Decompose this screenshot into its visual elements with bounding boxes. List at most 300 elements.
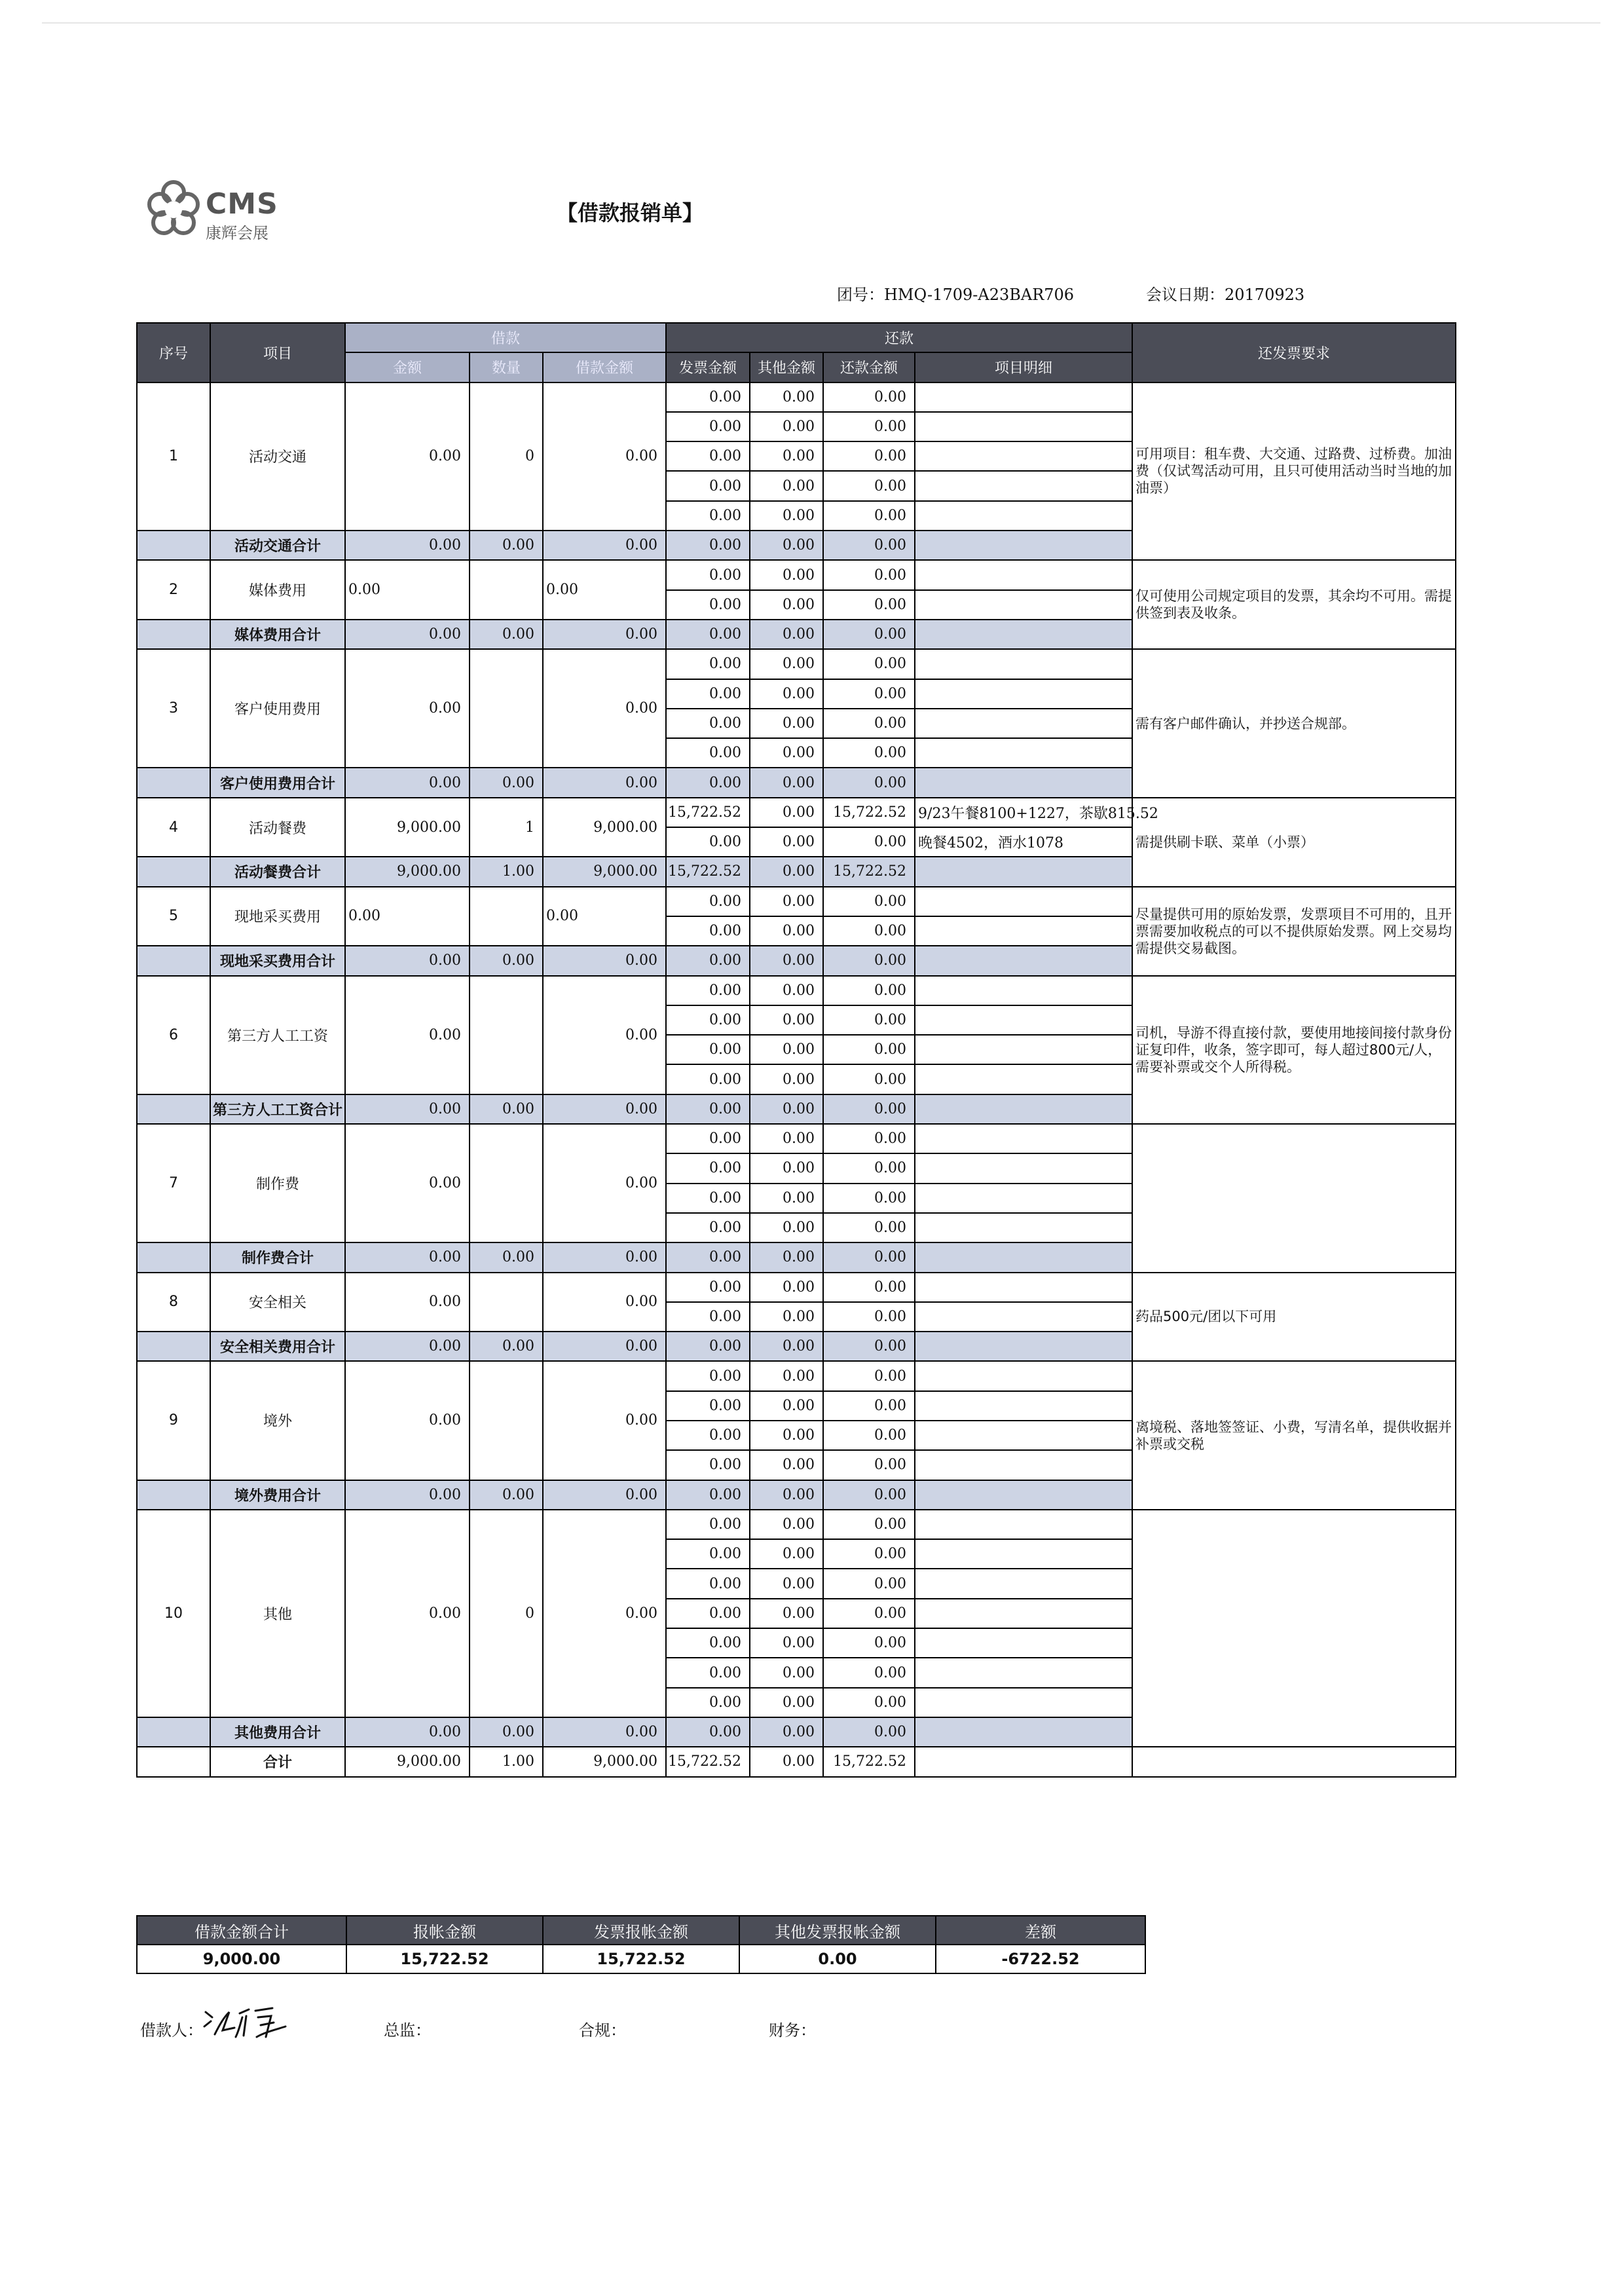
invoice-amount: 0.00	[666, 1273, 750, 1302]
handwritten-signature	[200, 1998, 299, 2043]
loan-amount: 0.00	[345, 1510, 470, 1717]
invoice-amount: 0.00	[666, 1658, 750, 1687]
subtotal-value: 0.00	[345, 946, 470, 975]
table-row	[137, 1124, 1456, 1153]
invoice-amount: 0.00	[666, 1153, 750, 1183]
other-amount: 0.00	[750, 1124, 823, 1153]
subtotal-value: 15,722.52	[666, 857, 750, 886]
repay-amount: 0.00	[823, 738, 915, 768]
other-amount: 0.00	[750, 1273, 823, 1302]
summary-invoice-claim: 15,722.52	[543, 1945, 739, 1973]
other-amount: 0.00	[750, 649, 823, 679]
table-row	[137, 1273, 1456, 1302]
meeting-date	[1146, 282, 1304, 305]
subtotal-value: 0.00	[470, 1242, 543, 1272]
other-amount: 0.00	[750, 1064, 823, 1094]
subtotal-value: 9,000.00	[345, 857, 470, 886]
item-name: 其他	[210, 1510, 345, 1717]
subtotal-value: 0.00	[345, 768, 470, 797]
other-amount: 0.00	[750, 1628, 823, 1658]
expense-table	[136, 322, 1456, 1778]
header-item-detail: 项目明细	[915, 352, 1132, 382]
invoice-amount: 15,722.52	[666, 798, 750, 827]
table-row	[137, 649, 1456, 679]
repay-amount: 0.00	[823, 916, 915, 946]
requirement-note	[1132, 1124, 1456, 1272]
other-amount: 0.00	[750, 916, 823, 946]
subtotal-value: 0.00	[750, 531, 823, 560]
other-amount: 0.00	[750, 441, 823, 471]
subtotal-value: 0.00	[543, 1717, 666, 1747]
grand-total-detail-blank	[915, 1747, 1132, 1776]
summary-header-claim: 报帐金额	[346, 1916, 543, 1945]
row-index: 1	[137, 382, 210, 531]
loan-total: 0.00	[543, 382, 666, 531]
loan-total: 0.00	[543, 1510, 666, 1717]
subtotal-value: 0.00	[666, 1332, 750, 1361]
requirement-note: 仅可使用公司规定项目的发票，其余均不可用。需提供签到表及收条。	[1132, 560, 1456, 649]
invoice-amount: 0.00	[666, 1005, 750, 1035]
table-row	[137, 1361, 1456, 1390]
subtotal-value: 0.00	[823, 1242, 915, 1272]
summary-loan-total: 9,000.00	[137, 1945, 346, 1973]
invoice-amount: 0.00	[666, 1539, 750, 1569]
invoice-amount: 0.00	[666, 827, 750, 857]
subtotal-value: 0.00	[750, 1242, 823, 1272]
invoice-amount: 0.00	[666, 1569, 750, 1598]
loan-total: 0.00	[543, 560, 666, 620]
loan-qty	[470, 1124, 543, 1242]
subtotal-value: 0.00	[666, 1094, 750, 1124]
repay-amount: 15,722.52	[823, 798, 915, 827]
subtotal-blank	[137, 531, 210, 560]
subtotal-value: 0.00	[750, 946, 823, 975]
subtotal-value: 15,722.52	[823, 857, 915, 886]
subtotal-blank	[137, 857, 210, 886]
loan-qty	[470, 1273, 543, 1332]
subtotal-value: 0.00	[345, 1242, 470, 1272]
subtotal-blank	[137, 1717, 210, 1747]
other-amount: 0.00	[750, 827, 823, 857]
item-detail	[915, 1005, 1132, 1035]
repay-amount: 0.00	[823, 1124, 915, 1153]
row-index: 4	[137, 798, 210, 857]
other-amount: 0.00	[750, 679, 823, 709]
loan-total: 0.00	[543, 649, 666, 768]
requirement-note: 需有客户邮件确认，并抄送合规部。	[1132, 649, 1456, 797]
item-detail	[915, 709, 1132, 738]
item-detail: 晚餐4502，酒水1078	[915, 827, 1132, 857]
item-name: 安全相关	[210, 1273, 345, 1332]
header-loan-amount: 金额	[345, 352, 470, 382]
repay-amount: 0.00	[823, 1273, 915, 1302]
invoice-amount: 0.00	[666, 1124, 750, 1153]
subtotal-label: 媒体费用合计	[210, 620, 345, 649]
row-index: 6	[137, 976, 210, 1094]
subtotal-value: 0.00	[543, 1480, 666, 1510]
invoice-amount: 0.00	[666, 679, 750, 709]
logo	[145, 177, 289, 249]
row-index: 3	[137, 649, 210, 768]
item-detail	[915, 560, 1132, 589]
requirement-note: 需提供刷卡联、菜单（小票）	[1132, 798, 1456, 887]
item-detail	[915, 1064, 1132, 1094]
other-amount: 0.00	[750, 709, 823, 738]
subtotal-value: 0.00	[823, 1717, 915, 1747]
item-name: 第三方人工工资	[210, 976, 345, 1094]
invoice-amount: 0.00	[666, 560, 750, 589]
requirement-note: 司机，导游不得直接付款，要使用地接间接付款身份证复印件，收条，签字即可，每人超过800元/人，需要补票或交个人所得税。	[1132, 976, 1456, 1124]
subtotal-detail-blank	[915, 1480, 1132, 1510]
item-detail	[915, 382, 1132, 412]
other-amount: 0.00	[750, 501, 823, 531]
subtotal-blank	[137, 1332, 210, 1361]
loan-total: 0.00	[543, 1273, 666, 1332]
invoice-amount: 0.00	[666, 709, 750, 738]
subtotal-label: 现地采买费用合计	[210, 946, 345, 975]
subtotal-detail-blank	[915, 946, 1132, 975]
invoice-amount: 0.00	[666, 1213, 750, 1242]
other-amount: 0.00	[750, 1302, 823, 1332]
subtotal-value: 0.00	[823, 946, 915, 975]
loan-amount: 0.00	[345, 382, 470, 531]
other-amount: 0.00	[750, 1213, 823, 1242]
row-index: 10	[137, 1510, 210, 1717]
subtotal-value: 0.00	[666, 768, 750, 797]
item-name: 境外	[210, 1361, 345, 1480]
subtotal-value: 0.00	[470, 620, 543, 649]
loan-amount: 0.00	[345, 649, 470, 768]
subtotal-label: 活动餐费合计	[210, 857, 345, 886]
header-repay: 还款	[666, 323, 1132, 352]
item-detail	[915, 590, 1132, 620]
header-item: 项目	[210, 323, 345, 382]
subtotal-value: 0.00	[823, 620, 915, 649]
logo-brand: CMS	[206, 187, 278, 221]
subtotal-value: 0.00	[543, 620, 666, 649]
item-name: 制作费	[210, 1124, 345, 1242]
subtotal-detail-blank	[915, 1242, 1132, 1272]
other-amount: 0.00	[750, 1005, 823, 1035]
item-detail	[915, 1213, 1132, 1242]
subtotal-blank	[137, 1094, 210, 1124]
repay-amount: 0.00	[823, 1510, 915, 1539]
item-detail	[915, 1361, 1132, 1390]
summary-header-difference: 差额	[936, 1916, 1145, 1945]
item-name: 活动交通	[210, 382, 345, 531]
repay-amount: 0.00	[823, 560, 915, 589]
table-row	[137, 1510, 1456, 1539]
item-name: 客户使用费用	[210, 649, 345, 768]
subtotal-value: 0.00	[470, 531, 543, 560]
subtotal-value: 0.00	[666, 1717, 750, 1747]
table-row	[137, 382, 1456, 412]
invoice-amount: 0.00	[666, 1035, 750, 1064]
table-row	[137, 887, 1456, 916]
grand-total-value: 1.00	[470, 1747, 543, 1776]
header-loan-total: 借款金额	[543, 352, 666, 382]
item-name: 现地采买费用	[210, 887, 345, 946]
repay-amount: 0.00	[823, 827, 915, 857]
director-label: 总监：	[384, 2021, 431, 2040]
repay-amount: 0.00	[823, 1688, 915, 1717]
loan-amount: 0.00	[345, 1124, 470, 1242]
subtotal-value: 0.00	[666, 946, 750, 975]
repay-amount: 0.00	[823, 1035, 915, 1064]
item-detail	[915, 976, 1132, 1005]
subtotal-label: 制作费合计	[210, 1242, 345, 1272]
meeting-date-label: 会议日期：	[1146, 286, 1225, 304]
repay-amount: 0.00	[823, 471, 915, 500]
other-amount: 0.00	[750, 887, 823, 916]
repay-amount: 0.00	[823, 1391, 915, 1421]
repay-amount: 0.00	[823, 976, 915, 1005]
subtotal-label: 客户使用费用合计	[210, 768, 345, 797]
finance-label: 财务：	[769, 2021, 816, 2040]
loan-qty: 0	[470, 1510, 543, 1717]
subtotal-value: 0.00	[666, 1480, 750, 1510]
subtotal-value: 0.00	[750, 1717, 823, 1747]
item-name: 媒体费用	[210, 560, 345, 620]
invoice-amount: 0.00	[666, 1450, 750, 1480]
item-detail	[915, 1153, 1132, 1183]
subtotal-value: 0.00	[750, 620, 823, 649]
subtotal-value: 0.00	[666, 531, 750, 560]
group-number-value: HMQ-1709-A23BAR706	[884, 286, 1075, 304]
repay-amount: 0.00	[823, 1569, 915, 1598]
loan-amount: 0.00	[345, 887, 470, 946]
subtotal-value: 0.00	[543, 531, 666, 560]
item-detail	[915, 1450, 1132, 1480]
requirement-note: 药品500元/团以下可用	[1132, 1273, 1456, 1362]
item-detail	[915, 1421, 1132, 1450]
row-index: 7	[137, 1124, 210, 1242]
repay-amount: 0.00	[823, 709, 915, 738]
header-loan: 借款	[345, 323, 666, 352]
item-detail	[915, 649, 1132, 679]
item-detail	[915, 1391, 1132, 1421]
page-title: 【借款报销单】	[557, 200, 704, 225]
grand-total-value: 15,722.52	[823, 1747, 915, 1776]
group-number-label: 团号：	[837, 286, 884, 304]
invoice-amount: 0.00	[666, 1688, 750, 1717]
subtotal-value: 0.00	[750, 1480, 823, 1510]
item-detail	[915, 471, 1132, 500]
invoice-amount: 0.00	[666, 590, 750, 620]
subtotal-value: 0.00	[666, 620, 750, 649]
subtotal-value: 0.00	[823, 1480, 915, 1510]
invoice-amount: 0.00	[666, 738, 750, 768]
repay-amount: 0.00	[823, 1153, 915, 1183]
grand-total-blank	[137, 1747, 210, 1776]
requirement-note: 尽量提供可用的原始发票，发票项目不可用的，且开票需要加收税点的可以不提供原始发票。网上交易均需提供交易截图。	[1132, 887, 1456, 976]
summary-header-invoice-claim: 发票报帐金额	[543, 1916, 739, 1945]
subtotal-value: 0.00	[470, 1094, 543, 1124]
requirement-note: 可用项目：租车费、大交通、过路费、过桥费。加油费（仅试驾活动可用，且只可使用活动当时当地的加油票）	[1132, 382, 1456, 561]
subtotal-value: 0.00	[543, 1332, 666, 1361]
summary-header-loan-total: 借款金额合计	[137, 1916, 346, 1945]
header-loan-qty: 数量	[470, 352, 543, 382]
subtotal-value: 0.00	[823, 1094, 915, 1124]
subtotal-detail-blank	[915, 768, 1132, 797]
other-amount: 0.00	[750, 471, 823, 500]
loan-total: 9,000.00	[543, 798, 666, 857]
group-number	[837, 282, 1074, 305]
subtotal-detail-blank	[915, 620, 1132, 649]
invoice-amount: 0.00	[666, 649, 750, 679]
other-amount: 0.00	[750, 1450, 823, 1480]
repay-amount: 0.00	[823, 441, 915, 471]
other-amount: 0.00	[750, 798, 823, 827]
repay-amount: 0.00	[823, 1539, 915, 1569]
invoice-amount: 0.00	[666, 441, 750, 471]
row-index: 8	[137, 1273, 210, 1332]
item-detail	[915, 916, 1132, 946]
item-detail	[915, 1569, 1132, 1598]
subtotal-value: 0.00	[823, 768, 915, 797]
invoice-amount: 0.00	[666, 1628, 750, 1658]
compliance-label: 合规：	[579, 2021, 626, 2040]
loan-qty	[470, 560, 543, 620]
subtotal-label: 第三方人工工资合计	[210, 1094, 345, 1124]
row-index: 2	[137, 560, 210, 620]
loan-amount: 0.00	[345, 976, 470, 1094]
other-amount: 0.00	[750, 1569, 823, 1598]
item-name: 活动餐费	[210, 798, 345, 857]
table-row	[137, 560, 1456, 589]
other-amount: 0.00	[750, 1184, 823, 1213]
subtotal-value: 0.00	[750, 1094, 823, 1124]
subtotal-value: 1.00	[470, 857, 543, 886]
invoice-amount: 0.00	[666, 412, 750, 441]
subtotal-value: 0.00	[470, 1717, 543, 1747]
invoice-amount: 0.00	[666, 1599, 750, 1628]
table-row	[137, 976, 1456, 1005]
invoice-amount: 0.00	[666, 976, 750, 1005]
subtotal-label: 其他费用合计	[210, 1717, 345, 1747]
header-invoice-amount: 发票金额	[666, 352, 750, 382]
subtotal-value: 0.00	[750, 768, 823, 797]
other-amount: 0.00	[750, 1658, 823, 1687]
invoice-amount: 0.00	[666, 1510, 750, 1539]
item-detail	[915, 738, 1132, 768]
subtotal-value: 0.00	[543, 946, 666, 975]
other-amount: 0.00	[750, 1688, 823, 1717]
item-detail	[915, 1273, 1132, 1302]
other-amount: 0.00	[750, 1361, 823, 1390]
repay-amount: 0.00	[823, 679, 915, 709]
repay-amount: 0.00	[823, 501, 915, 531]
header-requirement: 还发票要求	[1132, 323, 1456, 382]
subtotal-blank	[137, 946, 210, 975]
subtotal-value: 9,000.00	[543, 857, 666, 886]
loan-qty	[470, 887, 543, 946]
grand-total-value: 15,722.52	[666, 1747, 750, 1776]
invoice-amount: 0.00	[666, 1302, 750, 1332]
subtotal-value: 0.00	[543, 768, 666, 797]
loan-total: 0.00	[543, 887, 666, 946]
subtotal-blank	[137, 1480, 210, 1510]
other-amount: 0.00	[750, 1391, 823, 1421]
requirement-note	[1132, 1510, 1456, 1747]
flower-logo-icon	[145, 179, 202, 240]
subtotal-label: 活动交通合计	[210, 531, 345, 560]
loan-amount: 0.00	[345, 1361, 470, 1480]
repay-amount: 0.00	[823, 1361, 915, 1390]
repay-amount: 0.00	[823, 1184, 915, 1213]
header-other-amount: 其他金额	[750, 352, 823, 382]
subtotal-value: 0.00	[345, 620, 470, 649]
subtotal-detail-blank	[915, 1717, 1132, 1747]
other-amount: 0.00	[750, 1421, 823, 1450]
subtotal-value: 0.00	[543, 1242, 666, 1272]
logo-subtitle: 康辉会展	[206, 224, 268, 242]
other-amount: 0.00	[750, 382, 823, 412]
row-index: 9	[137, 1361, 210, 1480]
item-detail	[915, 441, 1132, 471]
meeting-date-value: 20170923	[1225, 286, 1305, 304]
repay-amount: 0.00	[823, 1658, 915, 1687]
invoice-amount: 0.00	[666, 382, 750, 412]
grand-total-row	[137, 1747, 1456, 1776]
subtotal-value: 0.00	[470, 1332, 543, 1361]
item-detail	[915, 501, 1132, 531]
grand-total-value: 9,000.00	[345, 1747, 470, 1776]
loan-qty	[470, 976, 543, 1094]
item-detail	[915, 1628, 1132, 1658]
subtotal-value: 0.00	[823, 531, 915, 560]
summary-table	[136, 1915, 1146, 1974]
subtotal-value: 0.00	[823, 1332, 915, 1361]
subtotal-detail-blank	[915, 1094, 1132, 1124]
subtotal-value: 0.00	[666, 1242, 750, 1272]
repay-amount: 0.00	[823, 887, 915, 916]
repay-amount: 0.00	[823, 1421, 915, 1450]
item-detail	[915, 887, 1132, 916]
item-detail	[915, 1035, 1132, 1064]
invoice-amount: 0.00	[666, 471, 750, 500]
item-detail	[915, 679, 1132, 709]
item-detail	[915, 1688, 1132, 1717]
item-detail	[915, 1302, 1132, 1332]
other-amount: 0.00	[750, 560, 823, 589]
grand-total-label: 合计	[210, 1747, 345, 1776]
subtotal-value: 0.00	[345, 1332, 470, 1361]
summary-header-other-invoice-claim: 其他发票报帐金额	[739, 1916, 936, 1945]
item-detail	[915, 412, 1132, 441]
subtotal-blank	[137, 768, 210, 797]
subtotal-value: 0.00	[470, 1480, 543, 1510]
subtotal-label: 安全相关费用合计	[210, 1332, 345, 1361]
invoice-amount: 0.00	[666, 1184, 750, 1213]
requirement-note: 离境税、落地签签证、小费，写清名单，提供收据并补票或交税	[1132, 1361, 1456, 1509]
repay-amount: 0.00	[823, 1213, 915, 1242]
row-index: 5	[137, 887, 210, 946]
repay-amount: 0.00	[823, 1005, 915, 1035]
grand-total-note-blank	[1132, 1747, 1456, 1776]
subtotal-blank	[137, 1242, 210, 1272]
invoice-amount: 0.00	[666, 1391, 750, 1421]
repay-amount: 0.00	[823, 412, 915, 441]
other-amount: 0.00	[750, 412, 823, 441]
subtotal-blank	[137, 620, 210, 649]
page-top-line	[42, 22, 1600, 24]
other-amount: 0.00	[750, 1599, 823, 1628]
subtotal-value: 0.00	[345, 1717, 470, 1747]
invoice-amount: 0.00	[666, 1421, 750, 1450]
subtotal-value: 0.00	[750, 857, 823, 886]
item-detail	[915, 1510, 1132, 1539]
